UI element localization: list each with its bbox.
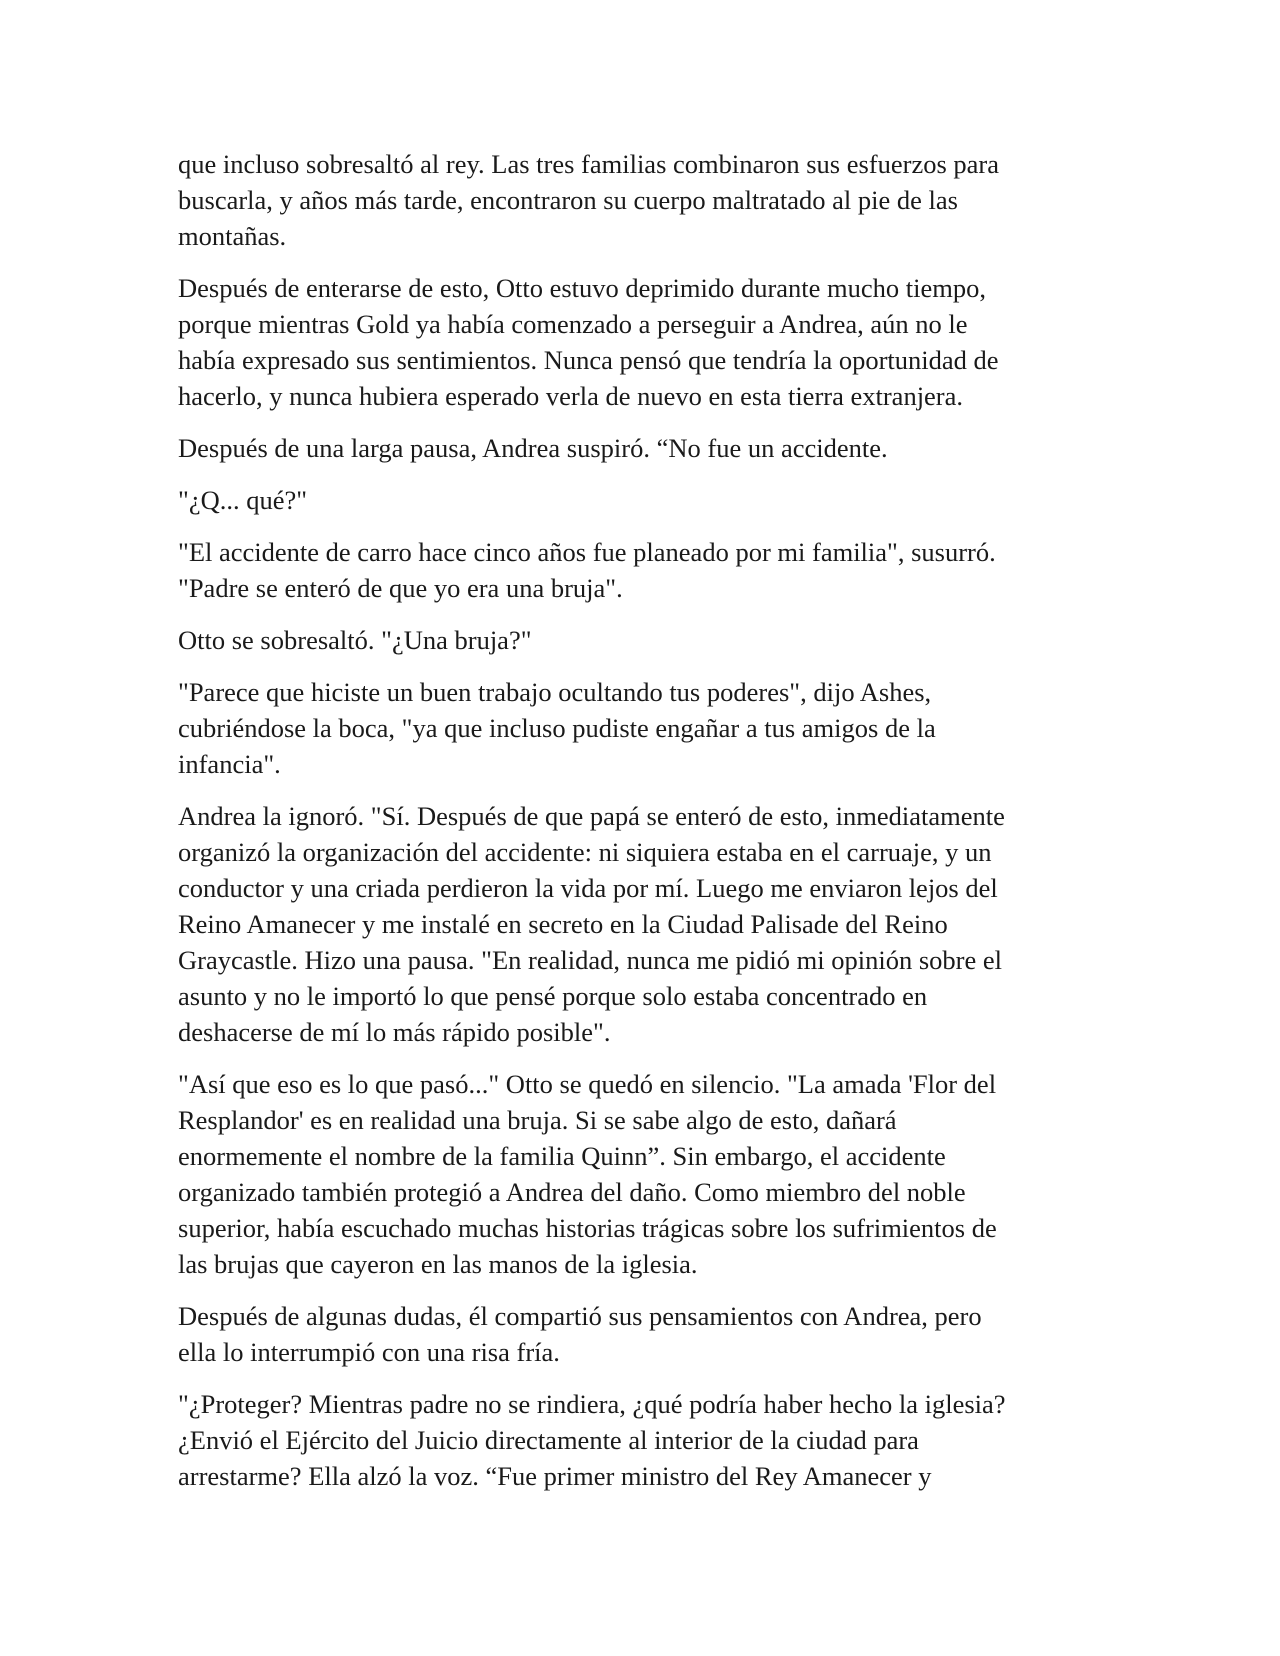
text-line: "Padre se enteró de que yo era una bruja".: [178, 573, 623, 603]
paragraph-7: [178, 674, 1098, 782]
text-line: asunto y no le importó lo que pensé porque solo estaba concentrado en: [178, 981, 928, 1011]
text-line: organizó la organización del accidente: ni siquiera estaba en el carruaje, y un: [178, 837, 992, 867]
text-line: porque mientras Gold ya había comenzado a perseguir a Andrea, aún no le: [178, 309, 968, 339]
paragraph-8: [178, 798, 1098, 1050]
text-line: Resplandor' es en realidad una bruja. Si se sabe algo de esto, dañará: [178, 1105, 897, 1135]
text-line: hacerlo, y nunca hubiera esperado verla de nuevo en esta tierra extranjera.: [178, 381, 964, 411]
text-line: buscarla, y años más tarde, encontraron su cuerpo maltratado al pie de las: [178, 185, 958, 215]
text-line: "¿Proteger? Mientras padre no se rindiera, ¿qué podría haber hecho la iglesia?: [178, 1389, 1006, 1419]
text-line: las brujas que cayeron en las manos de la iglesia.: [178, 1249, 698, 1279]
text-line: montañas.: [178, 221, 287, 251]
text-line: Graycastle. Hizo una pausa. "En realidad, nunca me pidió mi opinión sobre el: [178, 945, 1002, 975]
text-line: organizado también protegió a Andrea del daño. Como miembro del noble: [178, 1177, 966, 1207]
text-line: Después de una larga pausa, Andrea suspiró. “No fue un accidente.: [178, 433, 888, 463]
text-line: "Así que eso es lo que pasó..." Otto se quedó en silencio. "La amada 'Flor del: [178, 1069, 997, 1099]
text-line: Después de algunas dudas, él compartió sus pensamientos con Andrea, pero: [178, 1301, 982, 1331]
text-line: ella lo interrumpió con una risa fría.: [178, 1337, 560, 1367]
document-page: [178, 146, 1098, 1510]
paragraph-2: [178, 270, 1098, 414]
text-line: infancia".: [178, 749, 281, 779]
text-line: deshacerse de mí lo más rápido posible".: [178, 1017, 611, 1047]
text-line: Andrea la ignoró. "Sí. Después de que papá se enteró de esto, inmediatamente: [178, 801, 1005, 831]
text-line: conductor y una criada perdieron la vida por mí. Luego me enviaron lejos del: [178, 873, 998, 903]
text-line: había expresado sus sentimientos. Nunca pensó que tendría la oportunidad de: [178, 345, 999, 375]
text-line: Después de enterarse de esto, Otto estuvo deprimido durante mucho tiempo,: [178, 273, 987, 303]
text-line: Otto se sobresaltó. "¿Una bruja?": [178, 625, 532, 655]
text-line: superior, había escuchado muchas historias trágicas sobre los sufrimientos de: [178, 1213, 997, 1243]
paragraph-5: [178, 534, 1098, 606]
text-line: ¿Envió el Ejército del Juicio directamente al interior de la ciudad para: [178, 1425, 919, 1455]
text-line: arrestarme? Ella alzó la voz. “Fue primer ministro del Rey Amanecer y: [178, 1461, 932, 1491]
paragraph-1: [178, 146, 1098, 254]
paragraph-4: [178, 482, 1098, 518]
text-line: enormemente el nombre de la familia Quinn”. Sin embargo, el accidente: [178, 1141, 946, 1171]
text-line: Reino Amanecer y me instalé en secreto en la Ciudad Palisade del Reino: [178, 909, 948, 939]
text-line: "¿Q... qué?": [178, 485, 308, 515]
paragraph-3: [178, 430, 1098, 466]
paragraph-10: [178, 1298, 1098, 1370]
paragraph-9: [178, 1066, 1098, 1282]
text-line: "El accidente de carro hace cinco años fue planeado por mi familia", susurró.: [178, 537, 996, 567]
paragraph-11: [178, 1386, 1098, 1494]
paragraph-6: [178, 622, 1098, 658]
text-line: "Parece que hiciste un buen trabajo ocultando tus poderes", dijo Ashes,: [178, 677, 932, 707]
text-line: cubriéndose la boca, "ya que incluso pudiste engañar a tus amigos de la: [178, 713, 936, 743]
text-line: que incluso sobresaltó al rey. Las tres familias combinaron sus esfuerzos para: [178, 149, 999, 179]
